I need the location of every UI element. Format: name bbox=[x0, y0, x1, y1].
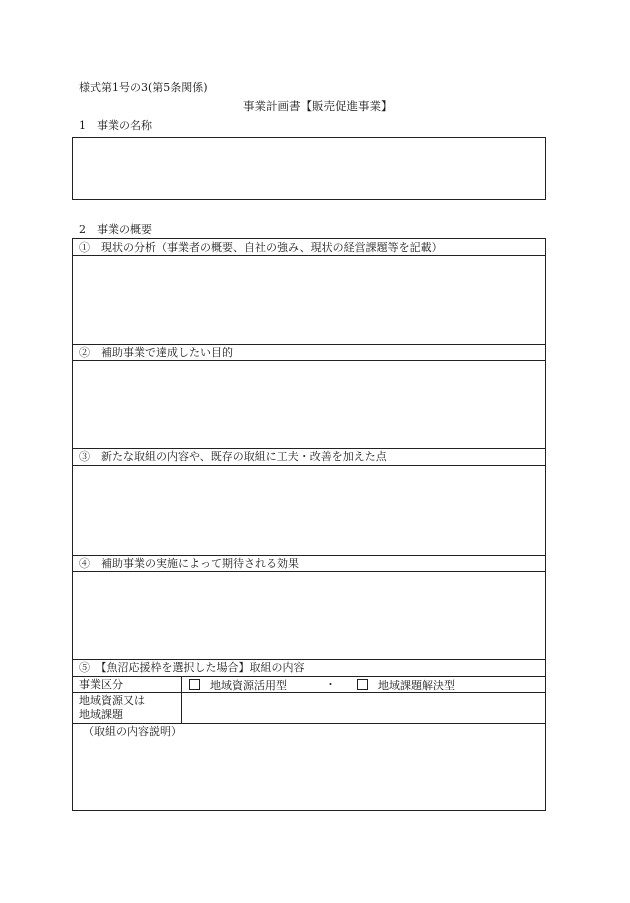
description-label: （取組の内容説明） bbox=[83, 725, 182, 738]
checkbox-icon[interactable] bbox=[189, 679, 200, 690]
divider bbox=[73, 659, 545, 660]
divider bbox=[73, 448, 545, 449]
item-4-field[interactable] bbox=[73, 572, 545, 659]
option-issue-label: 地域課題解決型 bbox=[378, 679, 455, 692]
section-1-heading: 1 事業の名称 bbox=[79, 119, 152, 132]
description-field[interactable] bbox=[73, 739, 545, 809]
item-4-label: ④ 補助事業の実施によって期待される効果 bbox=[79, 557, 299, 570]
option-separator: ・ bbox=[325, 678, 336, 691]
overview-table bbox=[72, 238, 546, 811]
page-title: 事業計画書【販売促進事業】 bbox=[243, 99, 393, 113]
resource-label-line1: 地域資源又は bbox=[79, 694, 145, 707]
divider bbox=[73, 344, 545, 345]
item-5-label: ⑤ 【魚沼応援枠を選択した場合】取組の内容 bbox=[79, 661, 305, 674]
item-2-field[interactable] bbox=[73, 361, 545, 448]
section-2-heading: 2 事業の概要 bbox=[79, 223, 152, 236]
divider bbox=[73, 676, 545, 677]
category-label: 事業区分 bbox=[79, 678, 123, 691]
option-resource-label: 地域資源活用型 bbox=[210, 679, 287, 692]
resource-label-line2: 地域課題 bbox=[79, 708, 123, 721]
form-number: 様式第1号の3(第5条関係) bbox=[79, 81, 208, 94]
checkbox-icon[interactable] bbox=[357, 679, 368, 690]
option-resource[interactable] bbox=[189, 679, 287, 691]
resource-field[interactable] bbox=[182, 693, 545, 723]
divider bbox=[73, 723, 545, 724]
item-3-label: ③ 新たな取組の内容や、既存の取組に工夫・改善を加えた点 bbox=[79, 450, 387, 463]
item-2-label: ② 補助事業で達成したい目的 bbox=[79, 346, 233, 359]
item-1-field[interactable] bbox=[73, 256, 545, 344]
divider bbox=[73, 555, 545, 556]
business-name-field[interactable] bbox=[72, 137, 546, 200]
item-1-label: ① 現状の分析（事業者の概要、自社の強み、現状の経営課題等を記載） bbox=[79, 241, 443, 254]
item-3-field[interactable] bbox=[73, 466, 545, 555]
option-issue[interactable] bbox=[357, 679, 455, 691]
